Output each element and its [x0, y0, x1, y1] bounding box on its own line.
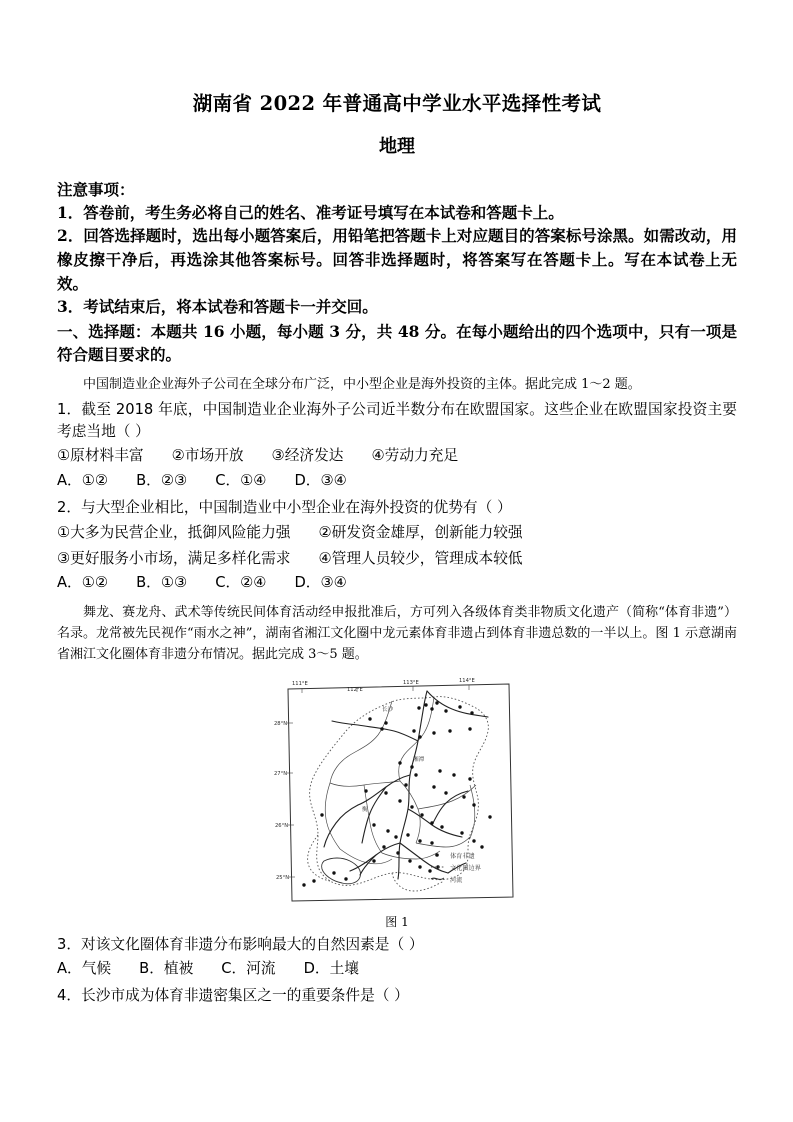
figure-caption: 图 1	[385, 914, 409, 929]
latitude-label-25n: 25°N	[276, 874, 290, 881]
page-title: 湖南省 2022 年普通高中学业水平选择性考试	[192, 92, 602, 115]
question-2-numbered-options-line1: ①大多为民营企业，抵御风险能力强 ②研发资金雄厚，创新能力较强	[57, 524, 523, 542]
question-3-stem: 3．对该文化圈体育非遗分布影响最大的自然因素是（ ）	[57, 935, 424, 953]
page-content	[57, 0, 737, 1007]
question-1-choices: A．①② B．②③ C．①④ D．③④	[57, 472, 347, 490]
notice-heading: 注意事项：	[57, 179, 135, 199]
longitude-label-114e: 114°E	[459, 677, 475, 684]
legend-label-river: 河流	[450, 876, 463, 884]
question-4-stem: 4．长沙市成为体育非遗密集区之一的重要条件是（ ）	[57, 986, 409, 1004]
question-1-stem: 1．截至 2018 年底，中国制造业企业海外子公司近半数分布在欧盟国家。这些企业在欧盟国家投资主要考虑当地（ ）	[57, 400, 737, 441]
map-svg	[274, 675, 520, 907]
section-heading: 一、选择题：本题共 16 小题，每小题 3 分，共 48 分。在每小题给出的四个选项中，只有一项是符合题目要求的。	[57, 321, 737, 365]
notice-item: 3．考试结束后，将本试卷和答题卡一并交回。	[57, 297, 378, 317]
material-paragraph-2: 舞龙、赛龙舟、武术等传统民间体育活动经申报批准后，方可列入各级体育类非物质文化遗产（简称“体育非遗”）名录。龙常被先民视作“雨水之神”，湖南省湘江文化圈中龙元素体育非遗占到体育非遗总数的一半以上。图 1 示意湖南省湘江文化圈体育非遗分布情况。据此完成 3～5 题。	[57, 604, 737, 662]
notice-item: 1．答卷前，考生务必将自己的姓名、准考证号填写在本试卷和答题卡上。	[57, 202, 564, 222]
legend-label-ich: 体育非遗	[450, 852, 475, 860]
question-2-choices: A．①② B．①③ C．②④ D．③④	[57, 573, 347, 591]
question-3-choices: A．气候 B．植被 C．河流 D．土壤	[57, 960, 359, 978]
map-container	[274, 675, 520, 907]
question-2-stem: 2．与大型企业相比，中国制造业中小型企业在海外投资的优势有（ ）	[57, 499, 512, 517]
city-label-changsha: 长沙	[382, 706, 394, 713]
subject-title: 地理	[379, 136, 415, 158]
city-label-xiangtan: 湘潭	[413, 756, 425, 763]
legend-dot-icon	[435, 853, 439, 857]
latitude-label-27n: 27°N	[274, 770, 288, 777]
material-paragraph-1: 中国制造业企业海外子公司在全球分布广泛，中小型企业是海外投资的主体。据此完成 1～2 题。	[83, 376, 641, 392]
notice-item: 2．回答选择题时，选出每小题答案后，用铅笔把答题卡上对应题目的答案标号涂黑。如需改动，用橡皮擦干净后，再选涂其他答案标号。回答非选择题时，将答案写在答题卡上。写在本试卷上无效。	[57, 226, 737, 293]
longitude-label-111e: 111°E	[292, 680, 308, 687]
longitude-label-112e: 112°E	[347, 686, 363, 693]
latitude-label-28n: 28°N	[274, 720, 288, 727]
latitude-label-26n: 26°N	[275, 822, 289, 829]
legend-label-boundary: 文化圈边界	[450, 864, 481, 872]
figure-1	[57, 675, 737, 930]
longitude-label-113e: 113°E	[403, 679, 419, 686]
question-2-numbered-options-line2: ③更好服务小市场，满足多样化需求 ④管理人员较少，管理成本较低	[57, 549, 523, 567]
city-label-other: 衡	[362, 806, 368, 813]
question-1-numbered-options: ①原材料丰富 ②市场开放 ③经济发达 ④劳动力充足	[57, 447, 459, 465]
